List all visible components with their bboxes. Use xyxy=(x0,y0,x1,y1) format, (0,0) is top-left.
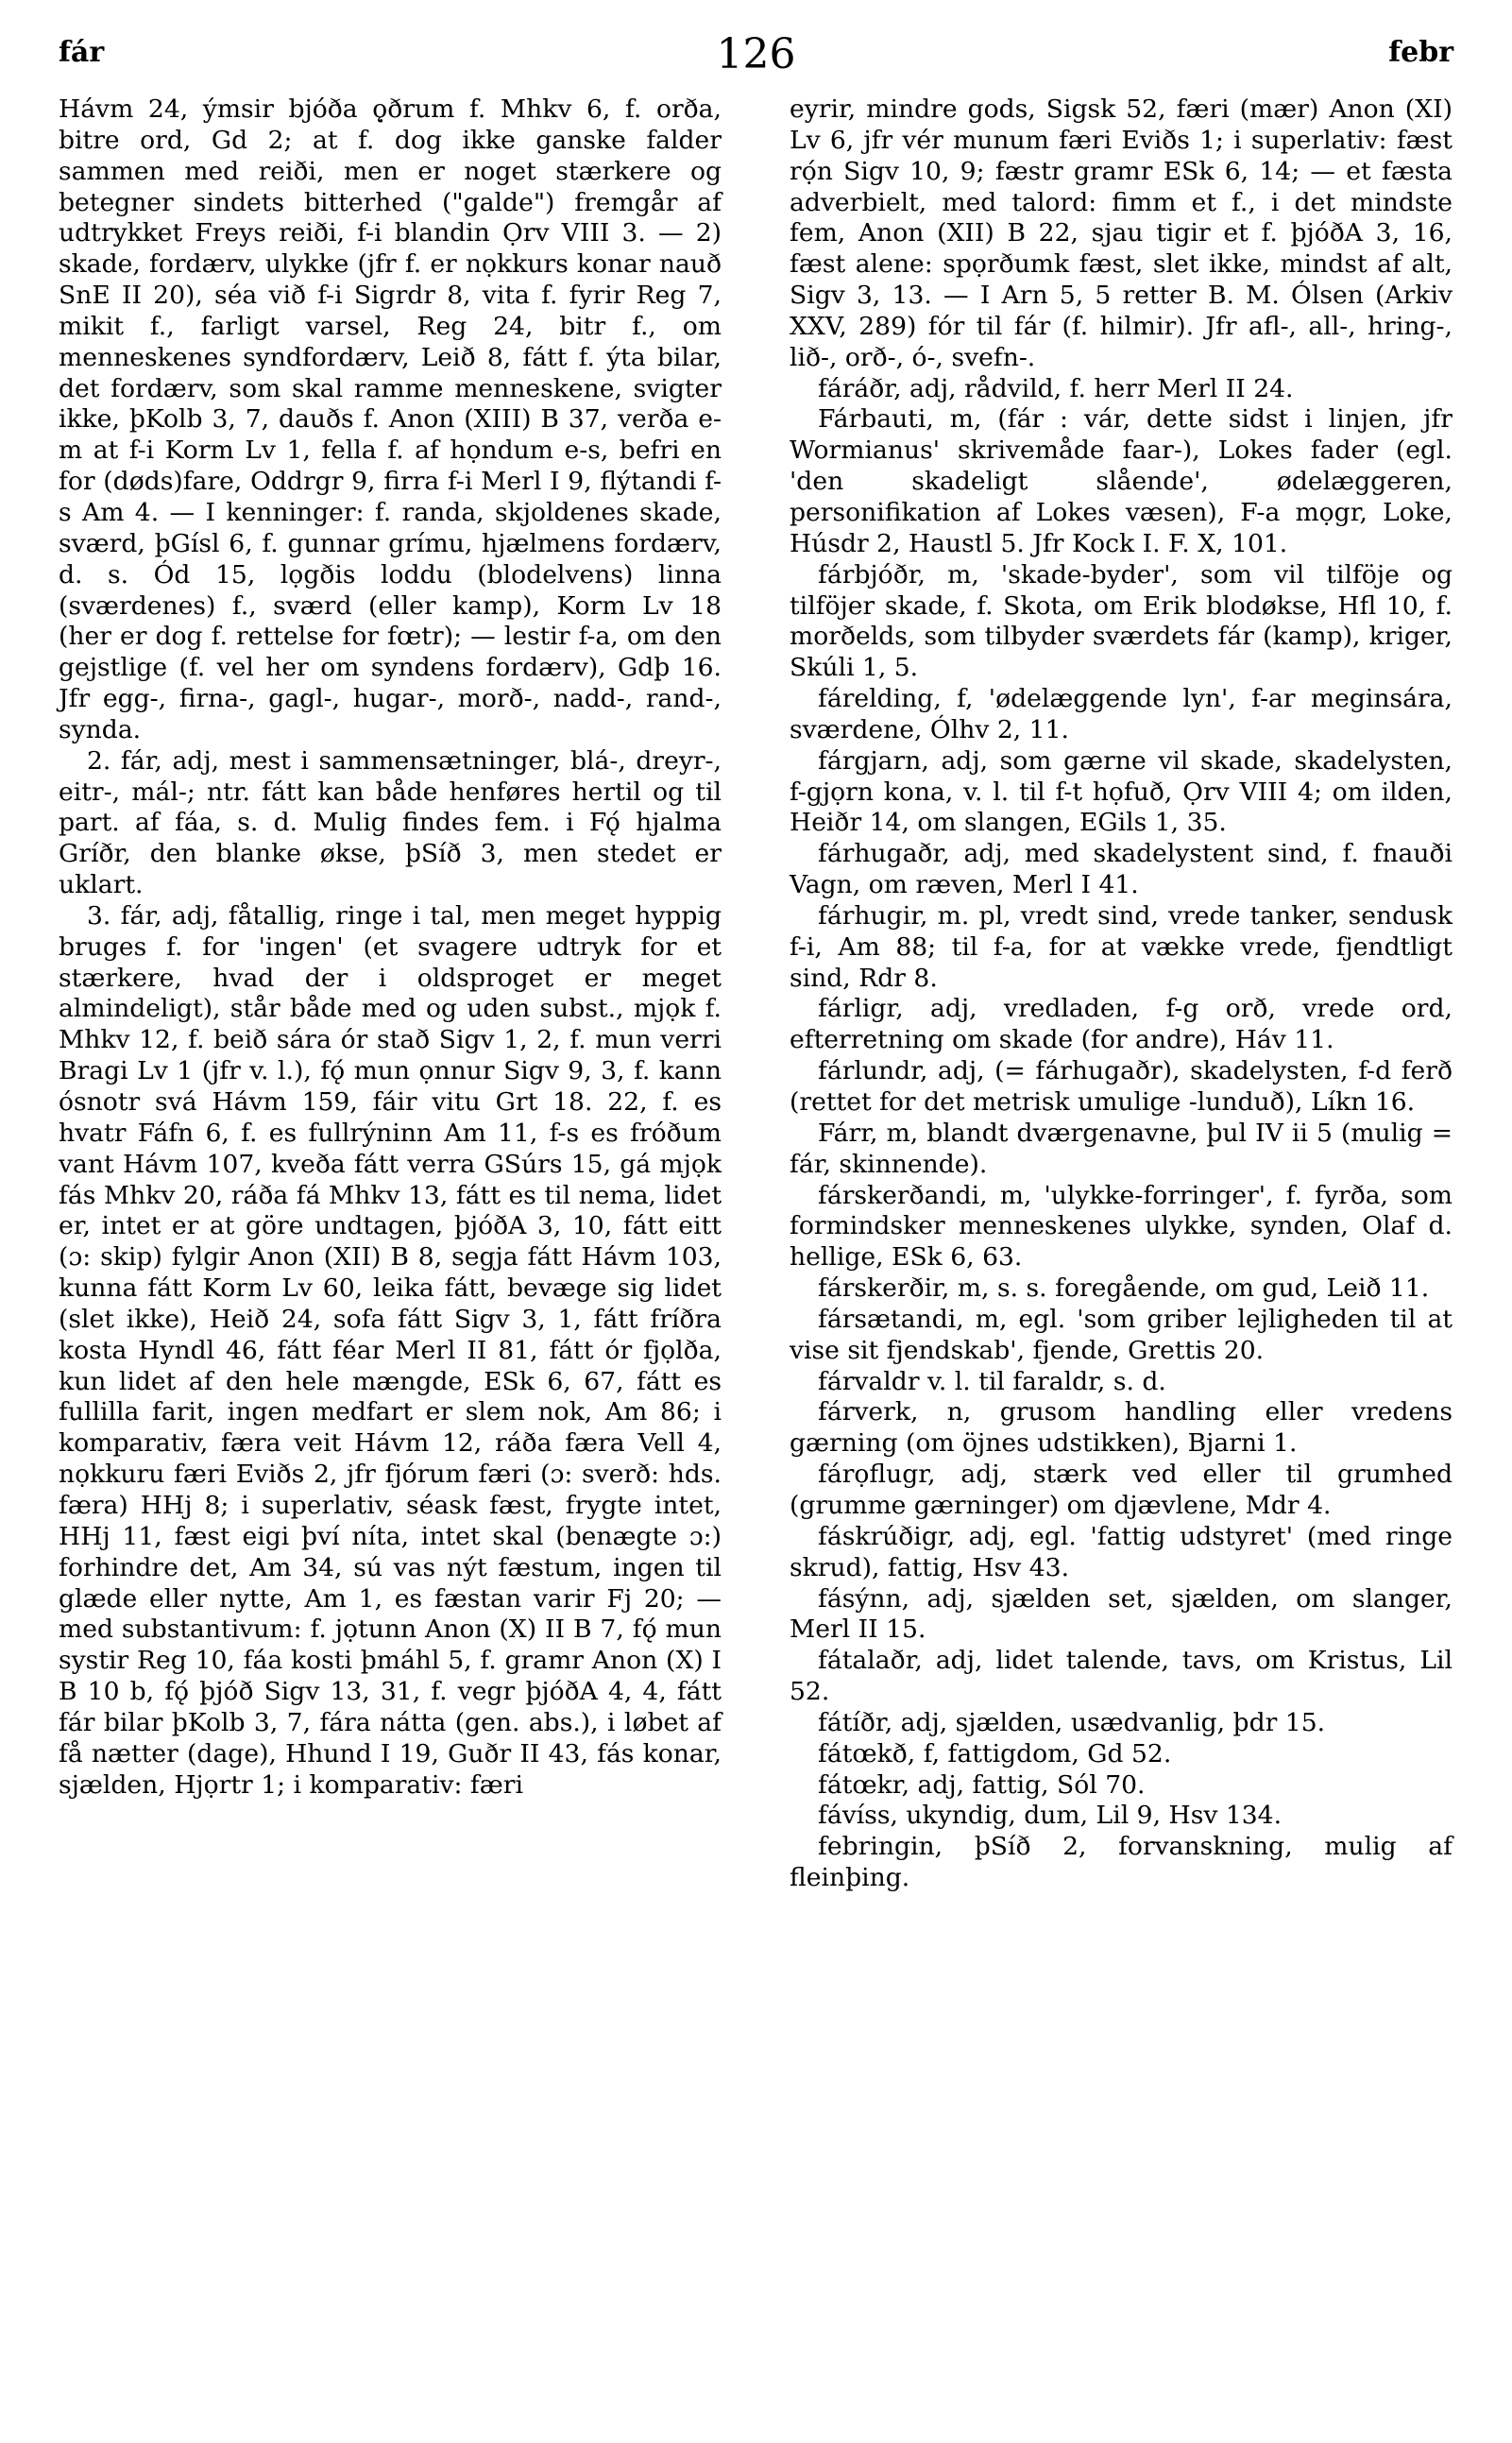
page-number: 126 xyxy=(716,30,796,78)
right-running-headword: febr xyxy=(1388,36,1453,69)
entry-fasynn: fásýnn, adj, sjælden set, sjælden, om slanger, Merl II 15. xyxy=(790,1583,1453,1645)
entry-febringin: febringin, þSíð 2, forvanskning, mulig af fleinþing. xyxy=(790,1832,1453,1893)
entry-farhugadr: fárhugaðr, adj, med skadelystent sind, f. fnauði Vagn, om ræven, Merl I 41. xyxy=(790,839,1453,900)
entry-fataladr: fátalaðr, adj, lidet talende, tavs, om Kristus, Lil 52. xyxy=(790,1646,1453,1707)
entry-faroflugr: fárọflugr, adj, stærk ved eller til grumhed (grumme gærninger) om djævlene, Mdr 4. xyxy=(790,1460,1453,1520)
entry-farvaldr: fárvaldr v. l. til faraldr, s. d. xyxy=(818,1366,1166,1396)
entry-farhugir: fárhugir, m. pl, vredt sind, vrede tanker, sendusk f-i, Am 88; til f-a, for at vække vrede, fjendtligt sind, Rdr 8. xyxy=(790,900,1453,993)
entry-fargjarn: fárgjarn, adj, som gærne vil skade, skadelysten, f-gjọrn kona, v. l. til f-t họfuð, Ọrv VIII 4; om ilden, Heiðr 14, om slangen, EGils 1, 35. xyxy=(790,745,1453,838)
entry-faviss: fávíss, ukyndig, dum, Lil 9, Hsv 134. xyxy=(818,1801,1283,1831)
entry-farlundr: fárlundr, adj, (= fárhugaðr), skadelysten, f-d ferð (rettet for det metrisk umulige -lunduð), Líkn 16. xyxy=(790,1056,1453,1117)
entry-fatoekd: fátœkð, f, fattigdom, Gd 52. xyxy=(818,1738,1172,1768)
entry-farsaetandi: fársætandi, m, egl. 'som griber lejligheden til at vise sit fjendskab', fjende, Grettis 20. xyxy=(790,1304,1453,1365)
entry-farverk: fárverk, n, grusom handling eller vredens gærning (om öjnes udstikken), Bjarni 1. xyxy=(790,1397,1453,1459)
entry-far-1-continued: Hávm 24, ýmsir bjóða ǫ̣ðrum f. Mhkv 6, f. orða, bitre ord, Gd 2; at f. dog ikke ganske falder sammen med reiði, men er noget stærkere og betegner sindets bitterhed ("galde") fremgår af udtrykket Freys reiði, f-i blandin Ọrv VIII 3. — 2) skade, fordærv, ulykke (jfr f. er nọkkurs konar nauð SnE II 20), séa við f-i Sigrdr 8, vita f. fyrir Reg 7, mikit f., farligt varsel, Reg 24, bitr f., om menneskenes syndfordærv, Leið 8, fátt f. ýta bilar, det fordærv, som skal ramme menneskene, svigter ikke, þKolb 3, 7, dauðs f. Anon (XIII) B 37, verða e-m at f-i Korm Lv 1, fella f. af họndum e-s, befri en for (døds)fare, Oddrgr 9, firra f-i Merl I 9, flýtandi f-s Am 4. — I kenninger: f. randa, skjoldenes skade, sværd, þGísl 6, f. gunnar grímu, hjælmens fordærv, d. s. Ód 15, lọgðis loddu (blodelvens) linna (sværdenes) f., sværd (eller kamp), Korm Lv 18 (her er dog f. rettelse for fœtr); — lestir f-a, om den gejstlige (f. vel her om syndens fordærv), Gdþ 16. Jfr egg-, firna-, gagl-, hugar-, morð-, nadd-, rand-, synda. xyxy=(59,94,722,744)
entry-fatoekr: fátœkr, adj, fattig, Sól 70. xyxy=(818,1769,1146,1800)
entry-farr: Fárr, m, blandt dværgenavne, þul IV ii 5 (mulig = fár, skinnende). xyxy=(790,1118,1453,1179)
right-column xyxy=(790,94,1453,1894)
entry-faradr: fáráðr, adj, rådvild, f. herr Merl II 24. xyxy=(818,373,1294,403)
entry-far-3-continued: eyrir, mindre gods, Sigsk 52, færi (mær) Anon (XI) Lv 6, jfr vér munum færi Eviðs 1; i superlativ: fæst rọ́n Sigv 10, 9; fæstr gramr ESk 6, 14; — et fæsta adverbielt, med talord: fimm et f., i det mindste fem, Anon (XII) B 22, sjau tigir et f. þjóðA 3, 16, fæst alene: spọrðumk fæst, slet ikke, mindst af alt, Sigv 3, 13. — I Arn 5, 5 retter B. M. Ólsen (Arkiv XXV, 289) fór til fár (f. hilmir). Jfr afl-, all-, hring-, lið-, orð-, ó-, svefn-. xyxy=(790,94,1453,372)
entry-farbauti: Fárbauti, m, (fár : vár, dette sidst i linjen, jfr Wormianus' skrivemåde faar-), Lokes fader (egl. 'den skadeligt slående', ødelæggeren, personifikation af Lokes væsen), F-a mọgr, Loke, Húsdr 2, Haustl 5. Jfr Kock I. F. X, 101. xyxy=(790,404,1453,558)
entry-farligr: fárligr, adj, vredladen, f-g orð, vrede ord, efterretning om skade (for andre), Háv 11. xyxy=(790,994,1453,1055)
entry-far-3: 3. fár, adj, fåtallig, ringe i tal, men meget hyppig bruges f. for 'ingen' (et svagere udtryk for et stærkere, hvad der i oldsproget er meget almindeligt), står både med og uden subst., mjọk f. Mhkv 12, f. beið sára ór stað Sigv 1, 2, f. mun verri Bragi Lv 1 (jfr v. l.), fǫ́ mun ọnnur Sigv 9, 3, f. kann ósnotr svá Hávm 159, fáir vitu Grt 18. 22, f. es hvatr Fáfn 6, f. es fullrýninn Am 11, f-s es fróðum vant Hávm 107, kveða fátt verra GSúrs 15, gá mjọk fás Mhkv 20, ráða fá Mhkv 13, fátt es til nema, lidet er, intet er at göre undtagen, þjóðA 3, 10, fátt eitt (ɔ: skip) fylgir Anon (XII) B 8, segja fátt Hávm 103, kunna fátt Korm Lv 60, leika fátt, bevæge sig lidet (slet ikke), Heið 24, sofa fátt Sigv 3, 1, fátt fríðra kosta Hyndl 46, fátt féar Merl II 81, fátt ór fjọlða, kun lidet af den hele mængde, ESk 6, 67, fátt es fullilla farit, ingen medfart er slem nok, Am 86; i komparativ, færa veit Hávm 12, ráða færa Vell 4, nọkkuru færi Eviðs 2, jfr fjórum færi (ɔ: sverð: hds. færa) HHj 8; i superlativ, séask fæst, frygte intet, HHj 11, fæst eigi því níta, intet skal (benægte ɔ:) forhindre det, Am 34, sú vas nýt fæstum, ingen til glæde eller nytte, Am 1, es fæstan varir Fj 20; — med substantivum: f. jọtunn Anon (X) II B 7, fǫ́ mun systir Reg 10, fáa kosti þmáhl 5, f. gramr Anon (X) I B 10 b, fǫ́ þjóð Sigv 13, 31, f. vegr þjóðA 4, 4, fátt fár bilar þKolb 3, 7, fára nátta (gen. abs.), i løbet af få nætter (dage), Hhund I 19, Guðr II 43, fás konar, sjælden, Hjọrtr 1; i komparativ: færi xyxy=(59,900,722,1800)
left-column xyxy=(59,94,722,1801)
entry-farskerdir: fárskerðir, m, s. s. foregående, om gud, Leið 11. xyxy=(818,1273,1430,1304)
page-header xyxy=(59,26,1453,83)
left-running-headword: fár xyxy=(59,36,105,69)
entry-farbjodr: fárbjóðr, m, 'skade-byder', som vil tilföje og tilföjer skade, f. Skota, om Erik blodøkse, Hfl 10, f. morðelds, som tilbyder sværdets fár (kamp), kriger, Skúli 1, 5. xyxy=(790,559,1453,683)
entry-far-2: 2. fár, adj, mest i sammensætninger, blá-, dreyr-, eitr-, mál-; ntr. fátt kan både henføres hertil og til part. af fáa, s. d. Mulig findes fem. i Fǫ́ hjalma Gríðr, den blanke økse, þSíð 3, men stedet er uklart. xyxy=(59,745,722,900)
entry-farelding: fárelding, f, 'ødelæggende lyn', f-ar meginsára, sværdene, Ólhv 2, 11. xyxy=(790,684,1453,744)
entry-faskrudigr: fáskrúðigr, adj, egl. 'fattig udstyret' (med ringe skrud), fattig, Hsv 43. xyxy=(790,1521,1453,1582)
entry-farskerdandi: fárskerðandi, m, 'ulykke-forringer', f. fyrða, som formindsker menneskenes ulykke, synden, Olaf d. hellige, ESk 6, 63. xyxy=(790,1180,1453,1273)
entry-fatidr: fátíðr, adj, sjælden, usædvanlig, þdr 15. xyxy=(818,1707,1326,1737)
